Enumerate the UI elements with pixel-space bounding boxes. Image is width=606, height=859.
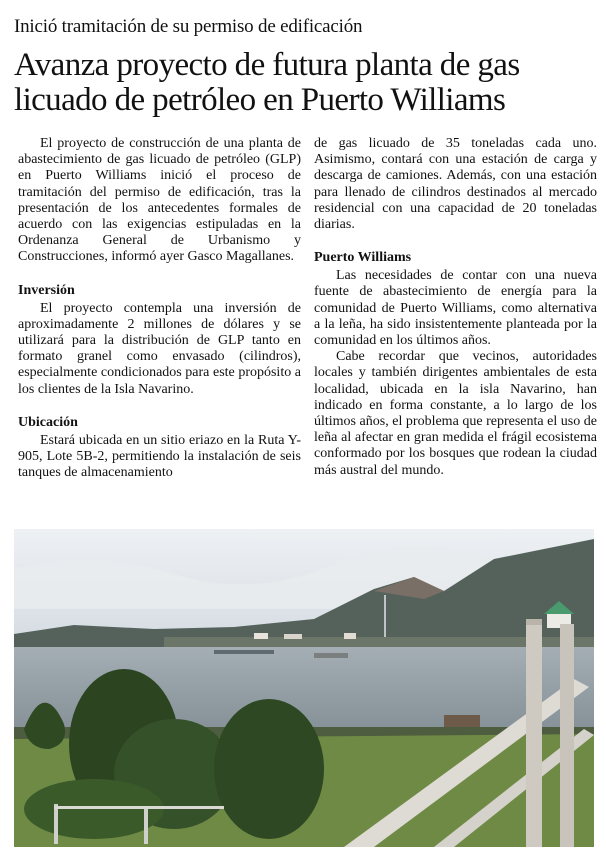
article-photo [14,529,594,847]
building [254,633,268,639]
inversion-paragraph: El proyecto contempla una inversión de aproximadamente 2 millones de dólares y se utilizará para la distribución de GLP tanto en formato granel como envasado (cilindros), especialmente condicionados para este propósito a los clientes de la Isla Navarino. [18,300,301,397]
ubicacion-paragraph-continued: de gas licuado de 35 toneladas cada uno. Asimismo, contará con una estación de carga y descarga de camiones. Además, con una estación para llenado de cilindros destinados al mercado residencial con una capacidad de 20 toneladas diarias. [314,136,597,233]
wooden-dock [444,715,480,729]
section-heading-ubicacion: Ubicación [18,414,78,430]
fence-rail [54,806,224,809]
fence-post [54,804,58,844]
large-tree [214,699,324,839]
text-column-1 [18,136,301,481]
railing-post [526,619,542,847]
article-headline: Avanza proyecto de futura planta de gas licuado de petróleo en Puerto Williams [14,47,520,118]
article-kicker: Inició tramitación de su permiso de edificación [14,16,363,37]
bay-landscape-illustration [14,529,594,847]
building [284,634,302,639]
puerto-williams-paragraph-2: Cabe recordar que vecinos, autoridades locales y también dirigentes ambientales de esta localidad, ubicada en la isla Navarino, han indicado en forma constante, a lo largo de los últimos años, el problema que representa el uso de leña al afectar en gran medida el frágil ecosistema conformado por los bosques que rodean la ciudad más austral del mundo. [314,349,597,478]
post-cap [526,619,542,625]
fence-post [144,806,148,844]
boat [314,653,348,658]
pier [214,650,274,654]
lead-paragraph: El proyecto de construcción de una planta de abastecimiento de gas licuado de petróleo (GLP) en Puerto Williams inició el proceso de tramitación del permiso de edificación, tras la presentación de los antecedentes formales de acuerdo con las exigencias estipuladas en la Ordenanza General de Urbanismo y Construcciones, informó ayer Gasco Magallanes. [18,136,301,265]
text-column-2 [314,136,597,479]
ubicacion-paragraph-start: Estará ubicada en un sitio eriazo en la Ruta Y-905, Lote 5B-2, permitiendo la instalación de seis tanques de almacenamiento [18,432,301,481]
section-heading-puerto-williams: Puerto Williams [314,250,412,266]
antenna-mast [384,595,386,637]
railing-post [560,624,574,847]
building [344,633,356,639]
section-heading-inversion: Inversión [18,282,75,298]
puerto-williams-paragraph-1: Las necesidades de contar con una nueva fuente de abastecimiento de energía para la comunidad de Puerto Williams, como alternativa a la leña, ha sido insistentemente planteada por la comunidad en los últimos años. [314,268,597,349]
